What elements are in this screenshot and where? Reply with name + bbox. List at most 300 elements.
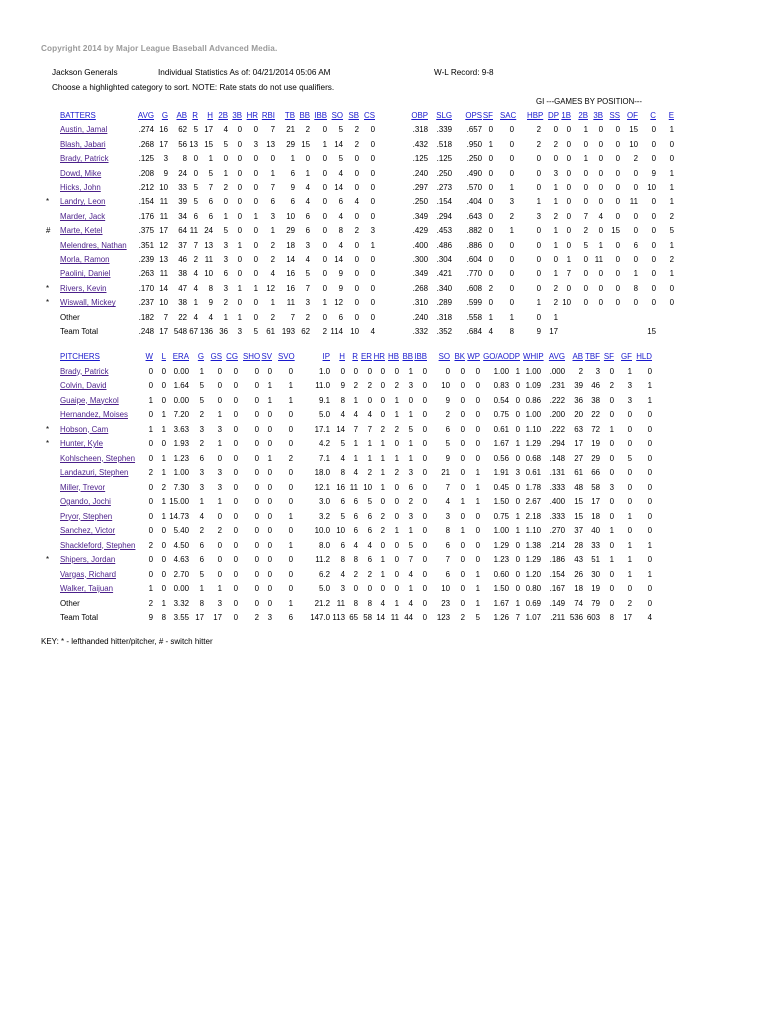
stat-cell: 1.00 [493, 366, 509, 376]
stat-cell: 3 [253, 139, 258, 149]
stat-cell: 1 [669, 183, 674, 192]
stat-cell: 0 [460, 453, 465, 463]
stat-cell: 17 [591, 497, 600, 506]
sort-header-sf[interactable]: SF [482, 111, 493, 120]
stat-cell: 8 [609, 613, 614, 622]
stat-cell: 1 [488, 139, 493, 149]
handedness-marker: * [46, 439, 50, 448]
stat-cell: 44 [404, 613, 413, 622]
stat-cell: 0 [253, 154, 258, 164]
stat-cell: 8 [182, 154, 187, 164]
sort-header-ss[interactable]: SS [609, 111, 620, 120]
stat-cell: 40 [591, 526, 600, 535]
stat-cell: 0 [515, 424, 520, 434]
stat-cell: .332 [412, 327, 428, 336]
stat-cell: 0 [627, 584, 632, 593]
stat-cell: 5.0 [319, 410, 330, 419]
stat-cell: 2 [223, 183, 228, 192]
stat-cell: 0 [609, 366, 614, 376]
table-row [0, 226, 768, 239]
stat-cell: 0 [380, 540, 385, 550]
stat-cell: 10 [286, 211, 295, 221]
player-name-link[interactable]: Paolini, Daniel [60, 269, 111, 279]
stat-cell: 7 [515, 613, 520, 622]
stat-cell: 0 [288, 569, 293, 579]
stat-cell: 1 [380, 555, 385, 564]
stat-cell: 0 [633, 298, 638, 308]
stat-cell: 0 [288, 439, 293, 448]
player-name-link[interactable]: Hobson, Cam [60, 424, 109, 434]
player-name-link[interactable]: Miller, Trevor [60, 482, 106, 492]
stat-cell: 0 [422, 468, 427, 477]
stat-cell: 4 [367, 410, 372, 419]
stat-cell: .222 [549, 395, 565, 405]
stat-cell: 0 [422, 395, 427, 405]
stat-cell: 0 [322, 197, 327, 207]
stat-cell: 5 [193, 125, 198, 135]
stat-cell: 0 [161, 555, 166, 564]
stat-cell: 0 [615, 197, 620, 207]
stat-cell: 0 [566, 240, 571, 250]
stat-cell: 2 [305, 125, 310, 135]
stat-cell: 17 [159, 327, 168, 336]
stat-cell: 0 [633, 183, 638, 192]
stat-cell: 0 [553, 125, 558, 135]
stat-cell: 0 [254, 453, 259, 463]
sort-header-cs[interactable]: CS [364, 111, 375, 120]
stat-cell: 10 [441, 381, 450, 390]
stat-cell: .608 [466, 283, 482, 293]
sort-header-hr[interactable]: HR [373, 352, 385, 361]
player-name-link[interactable]: Shackleford, Stephen [60, 540, 136, 550]
stat-cell: 1 [669, 269, 674, 279]
player-name-link[interactable]: Blash, Jabari [60, 139, 106, 149]
stat-cell: 0 [253, 226, 258, 236]
stat-cell: 22 [591, 410, 600, 419]
stat-cell: 6 [305, 211, 310, 221]
stat-cell: .186 [549, 555, 565, 564]
stat-cell: 5 [208, 168, 213, 178]
player-name-link[interactable]: Wiswall, Mickey [60, 298, 116, 308]
stat-cell: 1 [475, 569, 480, 579]
stat-cell: 3 [340, 584, 345, 593]
stat-cell: 0 [161, 584, 166, 593]
stat-cell: 0.86 [525, 395, 541, 405]
stat-cell: 0 [237, 125, 242, 135]
stat-cell: 4 [353, 540, 358, 550]
stat-cell: 0 [647, 366, 652, 376]
stat-cell: 0 [253, 255, 258, 264]
stat-cell: 1.64 [173, 381, 189, 390]
stat-cell: .421 [436, 269, 452, 279]
stat-cell: 4 [305, 197, 310, 207]
stat-cell: 4 [208, 312, 213, 322]
stat-cell: 1.07 [525, 613, 541, 622]
stat-cell: 1 [627, 511, 632, 521]
table-row [0, 367, 768, 380]
player-name-link[interactable]: Walker, Taijuan [60, 584, 114, 593]
player-name-link[interactable]: Marder, Jack [60, 211, 106, 221]
sort-header-sac[interactable]: SAC [500, 111, 517, 120]
stat-cell: 0 [515, 482, 520, 492]
stat-cell: 1 [148, 424, 153, 434]
stat-cell: 12 [266, 283, 275, 293]
stat-cell: .684 [466, 327, 482, 336]
stat-cell: 1 [370, 240, 375, 250]
stat-cell: 0 [609, 540, 614, 550]
player-name-link[interactable]: Rivers, Kevin [60, 283, 107, 293]
stat-cell: 0 [615, 269, 620, 279]
stat-cell: 1 [353, 453, 358, 463]
stat-cell: 7 [305, 283, 310, 293]
stat-cell: 2 [305, 312, 310, 322]
stat-cell: .237 [138, 298, 154, 308]
stat-cell: .154 [436, 197, 452, 207]
stat-cell: 0 [647, 468, 652, 477]
team-name: Jackson Generals [52, 68, 118, 77]
stat-cell: 0 [380, 381, 385, 390]
sort-header-era[interactable]: ERA [172, 352, 189, 361]
sort-header-ab[interactable]: AB [176, 111, 187, 120]
sort-header-so[interactable]: SO [331, 111, 343, 120]
stat-cell: 0 [217, 569, 222, 579]
stat-cell: 0 [615, 255, 620, 264]
player-name-link[interactable]: Pryor, Stephen [60, 511, 113, 521]
table-row [0, 140, 768, 153]
games-by-position-header: GI ---GAMES BY POSITION--- [536, 97, 642, 106]
player-name-link[interactable]: Landazuri, Stephen [60, 468, 129, 477]
sort-header-of[interactable]: OF [627, 111, 638, 120]
sort-header-1b[interactable]: 1B [561, 111, 571, 120]
sort-header-g[interactable]: G [197, 352, 204, 361]
stat-cell: .770 [466, 269, 482, 279]
stat-cell: 13 [204, 240, 213, 250]
stat-cell: 0 [288, 526, 293, 535]
sort-header-so[interactable]: SO [438, 352, 450, 361]
stat-cell: 0 [651, 298, 656, 308]
player-name-link[interactable]: Sanchez, Victor [60, 526, 116, 535]
stat-cell: 3 [536, 211, 541, 221]
stat-cell: 1 [553, 269, 558, 279]
player-name-link[interactable]: Colvin, David [60, 381, 107, 390]
stat-cell: 0 [233, 482, 238, 492]
row-label: Team Total [60, 327, 99, 336]
stat-cell: 56 [178, 139, 187, 149]
stat-cell: 0 [422, 439, 427, 448]
player-name-link[interactable]: Guaipe, Mayckol [60, 395, 119, 405]
sort-header-ibb[interactable]: IBB [314, 111, 327, 120]
stat-cell: 2 [536, 139, 541, 149]
stat-cell: 17 [159, 226, 168, 236]
stat-cell: 1 [669, 125, 674, 135]
stat-cell: 1 [475, 584, 480, 593]
stat-cell: 0 [488, 183, 493, 192]
stat-cell: 0 [651, 154, 656, 164]
stat-cell: 62 [301, 327, 310, 336]
player-name-link[interactable]: Marte, Ketel [60, 226, 103, 236]
stat-cell: 0 [475, 366, 480, 376]
stat-cell: .351 [138, 240, 154, 250]
stat-cell: 0.00 [173, 395, 189, 405]
win-loss-record: W-L Record: 9-8 [434, 68, 494, 77]
stat-cell: 0 [669, 298, 674, 308]
stat-cell: 0 [460, 410, 465, 419]
stat-cell: 5 [193, 183, 198, 192]
stat-cell: 0 [267, 497, 272, 506]
sort-header-avg[interactable]: AVG [137, 111, 154, 120]
stat-cell: 46 [591, 381, 600, 390]
stat-cell: 1.00 [173, 468, 189, 477]
stat-cell: 0 [615, 154, 620, 164]
sort-header-g[interactable]: G [161, 111, 168, 120]
stat-cell: 0.00 [173, 584, 189, 593]
sort-header-c[interactable]: C [650, 111, 656, 120]
table-row [0, 381, 768, 394]
stat-cell: 17 [159, 139, 168, 149]
player-name-link[interactable]: Dowd, Mike [60, 168, 102, 178]
stat-cell: 48 [574, 482, 583, 492]
stat-cell: 0 [598, 154, 603, 164]
sort-header-tb[interactable]: TB [284, 111, 295, 120]
stat-cell: 4 [338, 211, 343, 221]
stat-cell: 0 [148, 482, 153, 492]
sort-header-e[interactable]: E [668, 111, 674, 120]
stat-cell: 2 [509, 211, 514, 221]
stat-cell: 0 [627, 526, 632, 535]
sort-header-r[interactable]: R [192, 111, 198, 120]
stat-cell: 0 [354, 168, 359, 178]
stat-cell: 0 [488, 125, 493, 135]
sort-header-hld[interactable]: HLD [636, 352, 652, 361]
stat-cell: 1.26 [493, 613, 509, 622]
stat-cell: 0 [609, 453, 614, 463]
stat-cell: 6 [338, 197, 343, 207]
stat-cell: 0 [148, 453, 153, 463]
stat-cell: 0 [609, 584, 614, 593]
stat-cell: .263 [138, 269, 154, 279]
stat-cell: 3 [223, 283, 228, 293]
stat-cell: 8 [340, 468, 345, 477]
stat-cell: 11 [204, 255, 213, 264]
stat-cell: 0 [536, 269, 541, 279]
stat-cell: 0 [422, 381, 427, 390]
stat-cell: 0 [408, 395, 413, 405]
stat-cell: 5 [338, 125, 343, 135]
stat-cell: 0 [615, 211, 620, 221]
stat-cell: 0 [460, 482, 465, 492]
player-name-link[interactable]: Brady, Patrick [60, 366, 109, 376]
stat-cell: 5 [445, 439, 450, 448]
player-name-link[interactable]: Vargas, Richard [60, 569, 116, 579]
sort-header-sho[interactable]: SHO [243, 352, 261, 361]
sort-header-bb[interactable]: BB [299, 111, 310, 120]
stat-cell: 2 [217, 526, 222, 535]
sort-header-bk[interactable]: BK [454, 352, 465, 361]
sort-header-2b[interactable]: 2B [578, 111, 588, 120]
player-name-link[interactable]: Landry, Leon [60, 197, 106, 207]
sort-header-bb[interactable]: BB [402, 352, 413, 361]
stat-cell: 8 [353, 555, 358, 564]
sort-header-sb[interactable]: SB [348, 111, 359, 120]
stat-cell: 0 [475, 511, 480, 521]
sort-header-go-ao[interactable]: GO/AO [483, 352, 509, 361]
stat-cell: 11 [390, 613, 399, 622]
stat-cell: 1.10 [525, 424, 541, 434]
player-name-link[interactable]: Morla, Ramon [60, 255, 110, 264]
stat-cell: 0 [217, 511, 222, 521]
stat-cell: 1.50 [493, 584, 509, 593]
stat-cell: 0 [488, 240, 493, 250]
sort-header-ops[interactable]: OPS [465, 111, 482, 120]
stat-cell: 15 [629, 125, 638, 135]
player-name-link[interactable]: Melendres, Nathan [60, 240, 127, 250]
player-name-link[interactable]: Hicks, John [60, 183, 101, 192]
player-name-link[interactable]: Ogando, Jochi [60, 497, 111, 506]
stat-cell: .340 [436, 283, 452, 293]
stat-cell: 3 [223, 255, 228, 264]
sort-header-w[interactable]: W [145, 352, 153, 361]
sort-header-slg[interactable]: SLG [436, 111, 452, 120]
stat-cell: 0 [254, 511, 259, 521]
stat-cell: 0 [509, 125, 514, 135]
stat-cell: 0 [566, 226, 571, 236]
sort-header-rbi[interactable]: RBI [261, 111, 275, 120]
stat-cell: 2 [583, 226, 588, 236]
player-name-link[interactable]: Brady, Patrick [60, 154, 109, 164]
player-name-link[interactable]: Shipers, Jordan [60, 555, 116, 564]
stat-cell: 0 [254, 540, 259, 550]
stat-cell: 0 [394, 439, 399, 448]
sort-header-sv[interactable]: SV [261, 352, 272, 361]
sort-header-avg[interactable]: AVG [548, 352, 565, 361]
sort-header-2b[interactable]: 2B [218, 111, 228, 120]
stat-cell: 7 [445, 555, 450, 564]
stat-cell: .274 [138, 125, 154, 135]
stat-cell: 1 [199, 497, 204, 506]
stat-cell: .248 [138, 327, 154, 336]
stat-cell: 10 [204, 269, 213, 279]
sort-header-er[interactable]: ER [361, 352, 372, 361]
sort-header-hr[interactable]: HR [246, 111, 258, 120]
stat-cell: 1 [475, 468, 480, 477]
stat-cell: 0 [394, 540, 399, 550]
stat-cell: 0 [370, 211, 375, 221]
stat-cell: 2 [627, 598, 632, 608]
stat-cell: 8 [367, 598, 372, 608]
stat-cell: 0.69 [525, 598, 541, 608]
stat-cell: 6 [353, 511, 358, 521]
sort-header-h[interactable]: H [339, 352, 345, 361]
stat-cell: 19 [591, 584, 600, 593]
stat-cell: 0 [233, 540, 238, 550]
stat-cell: 9 [290, 183, 295, 192]
player-name-link[interactable]: Kohlscheen, Stephen [60, 453, 136, 463]
stat-cell: .250 [466, 154, 482, 164]
stat-cell: 1.29 [525, 439, 541, 448]
sort-header-ibb[interactable]: IBB [414, 352, 427, 361]
stat-cell: 51 [591, 555, 600, 564]
stat-cell: 1.20 [525, 569, 541, 579]
stat-cell: 0 [566, 154, 571, 164]
sort-header-l[interactable]: L [161, 352, 166, 361]
player-name-link[interactable]: Austin, Jamal [60, 125, 108, 135]
stat-cell: 0 [475, 526, 480, 535]
stat-cell: 8 [161, 613, 166, 622]
stat-cell: 14.73 [169, 511, 189, 521]
stat-cell: 3 [509, 197, 514, 207]
table-row [0, 613, 768, 626]
stat-cell: 7 [566, 269, 571, 279]
player-name-link[interactable]: Hernandez, Moises [60, 410, 128, 419]
stat-cell: 5 [340, 439, 345, 448]
sort-header-batters[interactable]: BATTERS [60, 111, 96, 120]
sort-header-dp[interactable]: DP [548, 111, 559, 120]
stat-cell: 1 [322, 139, 327, 149]
sort-header-hbp[interactable]: HBP [527, 111, 544, 120]
stat-cell: 1 [290, 154, 295, 164]
stat-cell: 0 [422, 555, 427, 564]
table-row [0, 555, 768, 568]
stat-cell: 147.0 [310, 613, 330, 622]
stat-cell: 1 [394, 395, 399, 405]
sort-header-tbf[interactable]: TBF [585, 352, 600, 361]
sort-header-3b[interactable]: 3B [593, 111, 603, 120]
stat-cell: 0 [598, 269, 603, 279]
stats-date: Individual Statistics As of: 04/21/2014 05:06 AM [158, 68, 331, 77]
sort-header-obp[interactable]: OBP [411, 111, 428, 120]
stat-cell: 2 [288, 453, 293, 463]
player-name-link[interactable]: Hunter, Kyle [60, 439, 103, 448]
sort-header-whip[interactable]: WHIP [523, 352, 544, 361]
sort-header-dp[interactable]: DP [509, 352, 520, 361]
stat-cell: 2 [633, 154, 638, 164]
stat-cell: 0 [394, 511, 399, 521]
stat-cell: 0 [322, 283, 327, 293]
stat-cell: 46 [178, 255, 187, 264]
stat-cell: 9 [536, 327, 541, 336]
stat-cell: 0 [422, 613, 427, 622]
stat-cell: 0 [536, 255, 541, 264]
sort-header-pitchers[interactable]: PITCHERS [60, 352, 100, 361]
sort-header-wp[interactable]: WP [467, 352, 480, 361]
sort-header-r[interactable]: R [352, 352, 358, 361]
stat-cell: .200 [549, 410, 565, 419]
stat-cell: 6 [340, 497, 345, 506]
stat-cell: .154 [549, 569, 565, 579]
stat-cell: 0 [322, 226, 327, 236]
sort-header-3b[interactable]: 3B [232, 111, 242, 120]
sort-header-hb[interactable]: HB [388, 352, 399, 361]
stat-cell: 2.70 [173, 569, 189, 579]
stat-cell: 0 [254, 569, 259, 579]
sort-header-cg[interactable]: CG [226, 352, 238, 361]
stat-cell: 10 [336, 526, 345, 535]
sort-header-gs[interactable]: GS [210, 352, 222, 361]
stat-cell: 0 [354, 211, 359, 221]
stat-cell: 0 [536, 312, 541, 322]
stat-cell: 0 [233, 439, 238, 448]
sort-header-h[interactable]: H [207, 111, 213, 120]
stat-cell: 0 [288, 366, 293, 376]
sort-header-sf[interactable]: SF [603, 352, 614, 361]
sort-header-svo[interactable]: SVO [278, 352, 295, 361]
sort-header-gf[interactable]: GF [621, 352, 632, 361]
stat-cell: .349 [412, 211, 428, 221]
sort-header-ab[interactable]: AB [572, 352, 583, 361]
sort-header-ip[interactable]: IP [322, 352, 330, 361]
stat-cell: 33 [178, 183, 187, 192]
stat-cell: 0 [627, 468, 632, 477]
